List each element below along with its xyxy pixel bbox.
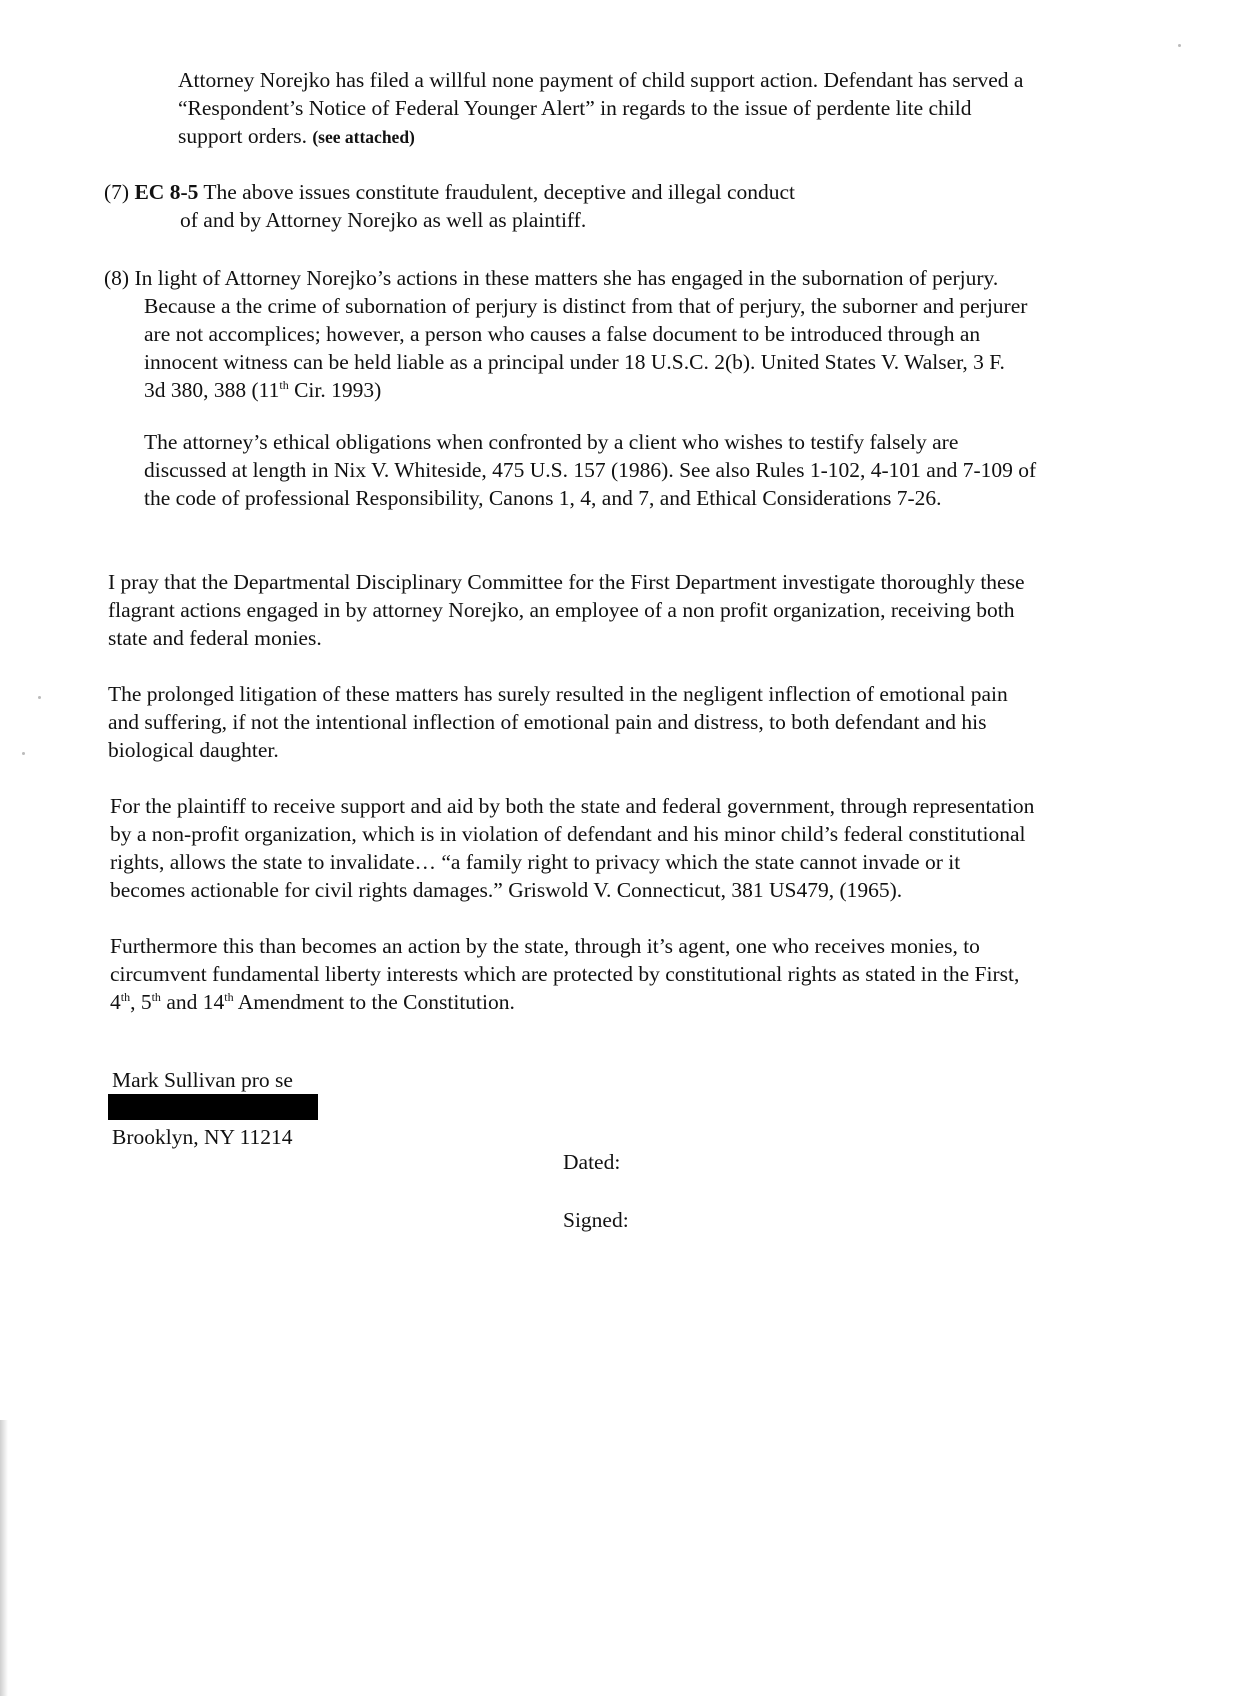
signatory-city: Brooklyn, NY 11214: [112, 1125, 293, 1149]
item-7-line-1: [104, 178, 1164, 206]
furthermore-line-1: Furthermore this than becomes an action by the state, through it’s agent, one who receives monies, to: [110, 934, 980, 958]
furthermore-line-3-d: Amendment to the Constitution.: [233, 990, 515, 1014]
item-8-body: [104, 292, 1204, 404]
furthermore-line-3-b: , 5: [130, 990, 152, 1014]
support-line-3: rights, allows the state to invalidate… “a family right to privacy which the state cannot invade or it: [110, 850, 961, 874]
superscript: th: [224, 989, 234, 1004]
item-7-number: (7): [104, 180, 130, 204]
scan-speck: [38, 696, 41, 699]
scan-edge-shadow: [0, 1420, 8, 1696]
intro-line-3-text: support orders.: [178, 124, 307, 148]
intro-paragraph: [178, 66, 1198, 151]
scan-speck: [1178, 44, 1181, 47]
dated-label: Dated:: [563, 1150, 621, 1174]
item-7: [104, 178, 1164, 234]
see-attached-note: (see attached): [312, 127, 415, 147]
furthermore-line-2: circumvent fundamental liberty interests which are protected by constitutional rights as stated in the First,: [110, 962, 1020, 986]
support-line-2: by a non-profit organization, which is in violation of defendant and his minor child’s federal constitutional: [110, 822, 1026, 846]
item-8-line-1: [104, 264, 1204, 292]
pray-line-3: state and federal monies.: [108, 626, 322, 650]
signatory-name: Mark Sullivan pro se: [112, 1068, 293, 1092]
furthermore-line-3-c: and 14: [160, 990, 225, 1014]
support-line-1: For the plaintiff to receive support and aid by both the state and federal government, through representation: [110, 794, 1035, 818]
item-7-code: EC 8-5: [134, 180, 199, 204]
item-8-number: (8): [104, 266, 130, 290]
intro-line-1: Attorney Norejko has filed a willful none payment of child support action. Defendant has served a: [178, 68, 1024, 92]
item-8-line-3: are not accomplices; however, a person who causes a false document to be introduced through an: [144, 322, 981, 346]
pray-line-2: flagrant actions engaged in by attorney Norejko, an employee of a non profit organization, receiving both: [108, 598, 1015, 622]
ethics-line-1: The attorney’s ethical obligations when confronted by a client who wishes to testify falsely are: [144, 430, 959, 454]
item-8: [104, 264, 1204, 404]
scan-speck: [22, 752, 25, 755]
ethics-line-3: the code of professional Responsibility, Canons 1, 4, and 7, and Ethical Considerations 7-26.: [144, 486, 942, 510]
ethics-paragraph: [144, 428, 1214, 512]
support-paragraph: [110, 792, 1230, 904]
prolonged-paragraph: [108, 680, 1218, 764]
item-8-line-4: innocent witness can be held liable as a principal under 18 U.S.C. 2(b). United States V. Walser, 3 F.: [144, 350, 1005, 374]
item-8-line-2: Because a the crime of subornation of perjury is distinct from that of perjury, the suborner and perjurer: [144, 294, 1028, 318]
pray-line-1: I pray that the Departmental Disciplinary Committee for the First Department investigate thoroughly these: [108, 570, 1025, 594]
furthermore-line-3: [110, 988, 1230, 1016]
item-7-line-2: of and by Attorney Norejko as well as plaintiff.: [180, 208, 587, 232]
furthermore-line-3-a: 4: [110, 990, 121, 1014]
superscript: th: [279, 377, 289, 392]
pray-paragraph: [108, 568, 1218, 652]
item-8-line-1-text: In light of Attorney Norejko’s actions in these matters she has engaged in the subornation of perjury.: [134, 266, 999, 290]
item-8-line-5-pre: 3d 380, 388 (11: [144, 378, 280, 402]
prolonged-line-1: The prolonged litigation of these matters has surely resulted in the negligent inflection of emotional pain: [108, 682, 1008, 706]
redacted-address-bar: [108, 1094, 318, 1120]
prolonged-line-2: and suffering, if not the intentional inflection of emotional pain and distress, to both defendant and his: [108, 710, 987, 734]
item-8-line-5: [144, 376, 1204, 404]
intro-line-2: “Respondent’s Notice of Federal Younger Alert” in regards to the issue of perdente lite child: [178, 96, 972, 120]
furthermore-paragraph: [110, 932, 1230, 1016]
prolonged-line-3: biological daughter.: [108, 738, 279, 762]
support-line-4: becomes actionable for civil rights damages.” Griswold V. Connecticut, 381 US479, (1965).: [110, 878, 903, 902]
superscript: th: [120, 989, 131, 1004]
item-7-text: The above issues constitute fraudulent, deceptive and illegal conduct: [203, 180, 796, 204]
superscript: th: [151, 989, 161, 1004]
ethics-line-2: discussed at length in Nix V. Whiteside, 475 U.S. 157 (1986). See also Rules 1-102, 4-101 and 7-109 of: [144, 458, 1037, 482]
item-8-line-5-post: Cir. 1993): [288, 378, 382, 402]
signed-label: Signed:: [563, 1208, 629, 1232]
intro-line-3: [178, 122, 1198, 151]
